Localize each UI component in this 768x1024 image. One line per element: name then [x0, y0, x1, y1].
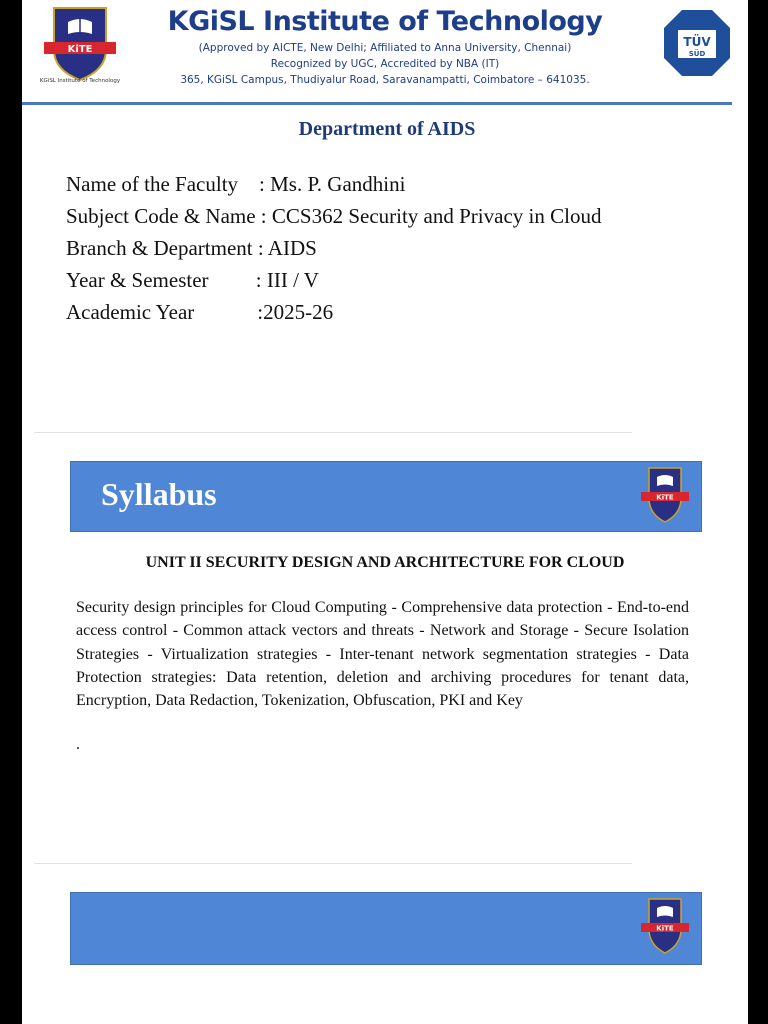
- syllabus-content: Security design principles for Cloud Computing - Comprehensive data protection - End-to-end access control - Common attack vectors and threats - Network and Storage - Secure Isolation Strategies - Virtualization strategies - Inter-tenant network segmentation strategies - Data Protection strategies: Data retention, deletion and archiving procedures for tenant data, Encryption, Data Redaction, Tokenization, Obfuscation, PKI and Key: [76, 599, 689, 710]
- tuv-sud-logo: [662, 8, 732, 78]
- title-page: [22, 0, 748, 432]
- svg-text:SÜD: SÜD: [688, 50, 706, 58]
- svg-text:TÜV: TÜV: [683, 35, 711, 49]
- recognition-line: Recognized by UGC, Accredited by NBA (IT): [270, 58, 500, 70]
- svg-text:KiTE: KiTE: [656, 493, 674, 502]
- faculty-row: Name of the Faculty : Ms. P. Gandhini: [66, 172, 406, 196]
- trailing-mark: .: [76, 736, 80, 753]
- svg-text:KiTE: KiTE: [67, 44, 93, 55]
- syllabus-heading: Syllabus: [101, 476, 217, 512]
- academic-year-row: Academic Year :2025-26: [66, 300, 334, 324]
- logo-caption: KGiSL Institute of Technology: [39, 78, 121, 84]
- subject-row: Subject Code & Name : CCS362 Security and Privacy in Cloud: [66, 204, 602, 228]
- header-divider: [22, 102, 732, 105]
- year-row: Year & Semester : III / V: [66, 268, 319, 292]
- kite-logo-small-2: [635, 897, 695, 957]
- bottom-divider: [34, 863, 632, 864]
- branch-row: Branch & Department : AIDS: [66, 236, 317, 260]
- unit-title: UNIT II SECURITY DESIGN AND ARCHITECTURE FOR CLOUD: [145, 554, 625, 571]
- address-line: 365, KGiSL Campus, Thudiyalur Road, Saravanampatti, Coimbatore – 641035.: [180, 74, 590, 86]
- syllabus-banner: [70, 461, 702, 532]
- syllabus-page: [22, 432, 748, 1024]
- svg-text:KiTE: KiTE: [656, 924, 674, 933]
- top-divider: [34, 432, 632, 433]
- institute-name: KGiSL Institute of Technology: [167, 6, 603, 37]
- department-title: Department of AIDS: [298, 118, 476, 140]
- kite-logo-small: [635, 466, 695, 526]
- next-slide-banner: [70, 892, 702, 965]
- approval-line: (Approved by AICTE, New Delhi; Affiliated to Anna University, Chennai): [198, 42, 572, 54]
